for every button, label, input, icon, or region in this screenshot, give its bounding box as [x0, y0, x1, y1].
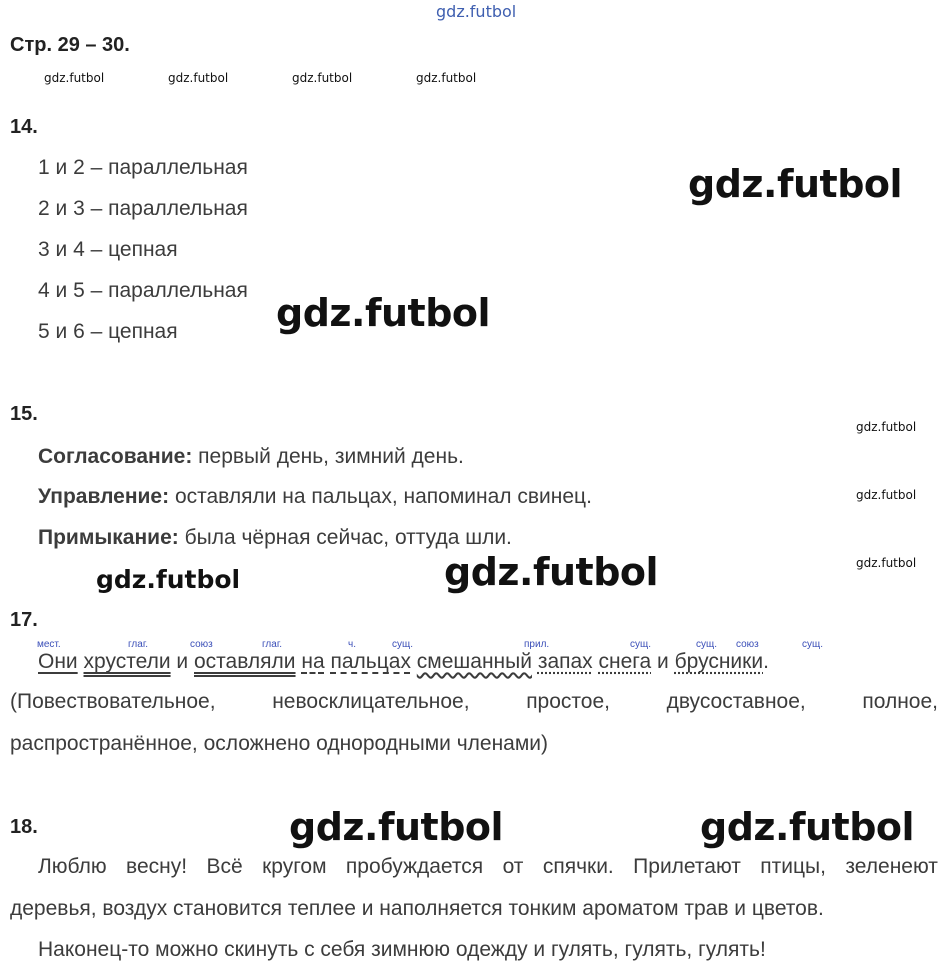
task-15-term: Управление:	[38, 485, 170, 508]
description-word: простое,	[526, 690, 610, 713]
description-word: полное,	[862, 690, 938, 713]
task-15-row	[38, 445, 464, 469]
task-15-text: была чёрная сейчас, оттуда шли.	[178, 526, 512, 549]
task-15-text: первый день, зимний день.	[192, 445, 464, 468]
task-14-item: 1 и 2 – параллельная	[38, 156, 248, 179]
description-word: двусоставное,	[666, 690, 806, 713]
watermark-big: gdz.futbol	[700, 805, 915, 849]
task-15-term: Примыкание:	[38, 526, 179, 549]
watermark-small: gdz.futbol	[856, 488, 917, 502]
task-18-line: деревья, воздух становится теплее и наполняется тонким ароматом трав и цветов.	[10, 897, 824, 920]
pos-label: глаг.	[128, 639, 149, 650]
task-18-number: 18.	[10, 816, 38, 838]
text-word: птицы,	[760, 855, 826, 878]
watermark-small: gdz.futbol	[168, 71, 229, 85]
sentence-word: и	[176, 650, 189, 673]
pos-label: союз	[736, 639, 759, 650]
task-18-line	[38, 855, 938, 879]
pos-label: глаг.	[262, 639, 283, 650]
sentence-word: запах	[537, 650, 593, 673]
parsed-sentence	[38, 650, 769, 674]
pos-label: ч.	[348, 639, 356, 650]
text-word: пробуждается	[345, 855, 484, 878]
pos-label: прил.	[524, 639, 550, 650]
text-word: от	[502, 855, 524, 878]
task-17-description-line	[10, 690, 938, 714]
sentence-word: оставляли	[194, 650, 296, 673]
sentence-word: брусники	[674, 650, 764, 673]
text-word: зеленеют	[845, 855, 938, 878]
task-17-description-line: распространённое, осложнено однородными членами)	[10, 732, 549, 755]
sentence-word: смешанный	[416, 650, 532, 673]
task-15-row	[38, 485, 592, 509]
task-15-number: 15.	[10, 403, 38, 425]
pos-label: сущ.	[630, 639, 652, 650]
task-18-line: Наконец-то можно скинуть с себя зимнюю одежду и гулять, гулять, гулять!	[38, 938, 766, 961]
sentence-word: .	[763, 650, 769, 673]
task-14-number: 14.	[10, 116, 38, 138]
watermark-small: gdz.futbol	[292, 71, 353, 85]
task-14-item: 3 и 4 – цепная	[38, 238, 178, 261]
task-14-item: 5 и 6 – цепная	[38, 320, 178, 343]
pos-label: мест.	[37, 639, 61, 650]
page-title: Стр. 29 – 30.	[10, 34, 130, 56]
sentence-word: снега	[598, 650, 652, 673]
pos-label: сущ.	[696, 639, 718, 650]
watermark-small: gdz.futbol	[44, 71, 105, 85]
watermark-big: gdz.futbol	[276, 291, 491, 335]
text-word: весну!	[126, 855, 188, 878]
text-word: Люблю	[38, 855, 107, 878]
watermark-small: gdz.futbol	[856, 420, 917, 434]
task-15-text: оставляли на пальцах, напоминал свинец.	[169, 485, 592, 508]
watermark-big: gdz.futbol	[289, 805, 504, 849]
watermark-medium: gdz.futbol	[96, 565, 241, 594]
pos-label: союз	[190, 639, 213, 650]
pos-label: сущ.	[392, 639, 414, 650]
text-word: спячки.	[542, 855, 614, 878]
watermark-big: gdz.futbol	[688, 162, 903, 206]
task-14-item: 2 и 3 – параллельная	[38, 197, 248, 220]
pos-label: сущ.	[802, 639, 824, 650]
watermark-big: gdz.futbol	[444, 550, 659, 594]
sentence-word: на	[301, 650, 325, 673]
task-15-row	[38, 526, 512, 550]
sentence-word: пальцах	[330, 650, 411, 673]
text-word: Всё	[206, 855, 243, 878]
description-word: невосклицательное,	[272, 690, 470, 713]
sentence-word: хрустели	[83, 650, 171, 673]
watermark-top: gdz.futbol	[436, 2, 517, 21]
task-17-number: 17.	[10, 609, 38, 631]
watermark-small: gdz.futbol	[416, 71, 477, 85]
sentence-word: и	[657, 650, 669, 673]
task-15-term: Согласование:	[38, 445, 193, 468]
task-14-item: 4 и 5 – параллельная	[38, 279, 248, 302]
watermark-small: gdz.futbol	[856, 556, 917, 570]
sentence-word: Они	[38, 650, 78, 673]
text-word: кругом	[262, 855, 327, 878]
description-word: (Повествовательное,	[10, 690, 216, 713]
text-word: Прилетают	[633, 855, 741, 878]
